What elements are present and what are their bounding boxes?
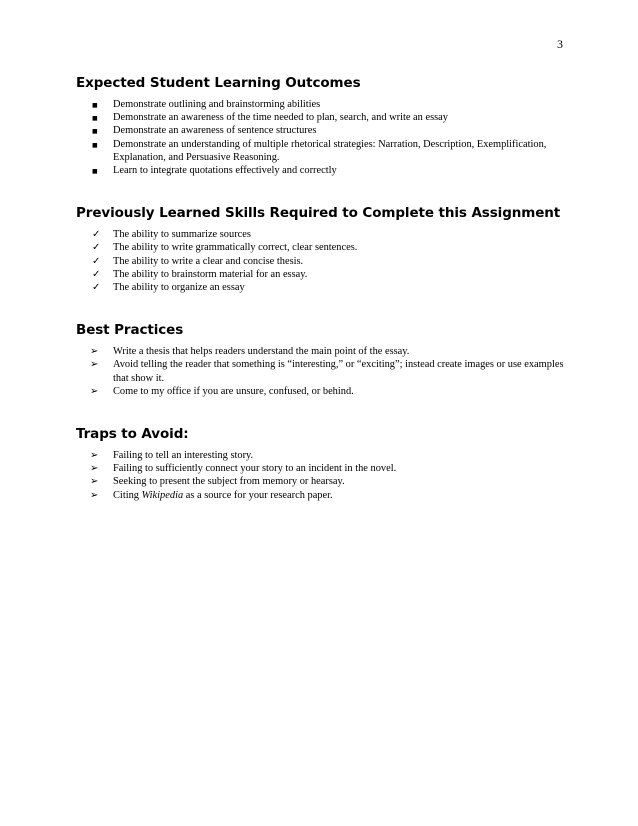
- list-item: ➢ Come to my office if you are unsure, confused, or behind.: [90, 385, 354, 397]
- section-learning-outcomes: [76, 75, 566, 177]
- list-item: ■ Demonstrate an awareness of the time needed to plan, search, and write an essay: [76, 111, 566, 124]
- arrow-bullet-icon: ➢: [90, 346, 99, 358]
- list-item: ✓ The ability to write a clear and concise thesis.: [92, 255, 304, 267]
- section-best-practices: [76, 322, 566, 398]
- arrow-list: [76, 345, 566, 398]
- arrow-bullet-icon: ➢: [90, 450, 99, 462]
- list-item: ➢ Failing to sufficiently connect your story to an incident in the novel.: [90, 463, 397, 475]
- checkmark-icon: ✓: [92, 255, 101, 267]
- square-bullet-icon: ■: [92, 168, 98, 176]
- checkmark-icon: ✓: [92, 268, 101, 280]
- section-heading: Traps to Avoid:: [76, 426, 189, 443]
- list-item: ✓ The ability to organize an essay: [92, 282, 245, 294]
- section-heading: Previously Learned Skills Required to Complete this Assignment: [76, 205, 561, 222]
- arrow-list: [76, 449, 566, 502]
- square-bullet-icon: ■: [92, 115, 98, 123]
- section-traps-to-avoid: [76, 426, 566, 502]
- section-heading: Best Practices: [76, 322, 184, 339]
- list-item: ✓ The ability to summarize sources: [92, 229, 251, 241]
- list-item: [76, 489, 566, 502]
- list-item: ■ Learn to integrate quotations effectively and correctly: [76, 164, 566, 177]
- list-item: ✓ The ability to write grammatically correct, clear sentences.: [92, 242, 358, 254]
- item-suffix: as a source for your research paper.: [183, 489, 333, 501]
- list-item: ■ Demonstrate an awareness of sentence structures: [76, 124, 566, 137]
- checkmark-icon: ✓: [92, 229, 101, 241]
- checklist: [76, 228, 566, 294]
- document-body: [76, 75, 566, 530]
- list-item: ➢ Avoid telling the reader that something is “interesting,” or “exciting”; instead create images or use examples that show it.: [90, 359, 564, 384]
- square-bullet-icon: ■: [92, 141, 98, 149]
- list-item: ■ Demonstrate an understanding of multiple rhetorical strategies: Narration, Description, Exemplification, Explanation, and Persuasive Reasoning.: [92, 138, 547, 163]
- arrow-bullet-icon: ➢: [90, 489, 99, 501]
- arrow-bullet-icon: ➢: [90, 359, 99, 371]
- checkmark-icon: ✓: [92, 242, 101, 254]
- section-heading: Expected Student Learning Outcomes: [76, 75, 361, 91]
- list-item: ➢ Seeking to present the subject from memory or hearsay.: [90, 476, 345, 488]
- arrow-bullet-icon: ➢: [90, 385, 99, 397]
- list-item: ✓ The ability to brainstorm material for an essay.: [92, 268, 308, 280]
- square-bullet-icon: ■: [92, 102, 98, 109]
- bullet-list: [76, 98, 566, 177]
- arrow-bullet-icon: ➢: [90, 463, 99, 475]
- arrow-bullet-icon: ➢: [90, 476, 99, 488]
- square-bullet-icon: ■: [92, 128, 98, 136]
- list-item: ➢ Failing to tell an interesting story.: [90, 450, 254, 462]
- page-number: 3: [557, 37, 563, 51]
- wikipedia-title: Wikipedia: [141, 489, 184, 501]
- list-item: ➢ Write a thesis that helps readers understand the main point of the essay.: [90, 346, 410, 358]
- list-item: ■ Demonstrate outlining and brainstorming abilities: [76, 98, 566, 111]
- checkmark-icon: ✓: [92, 282, 101, 294]
- section-required-skills: [76, 205, 566, 294]
- item-prefix: Citing: [113, 489, 142, 501]
